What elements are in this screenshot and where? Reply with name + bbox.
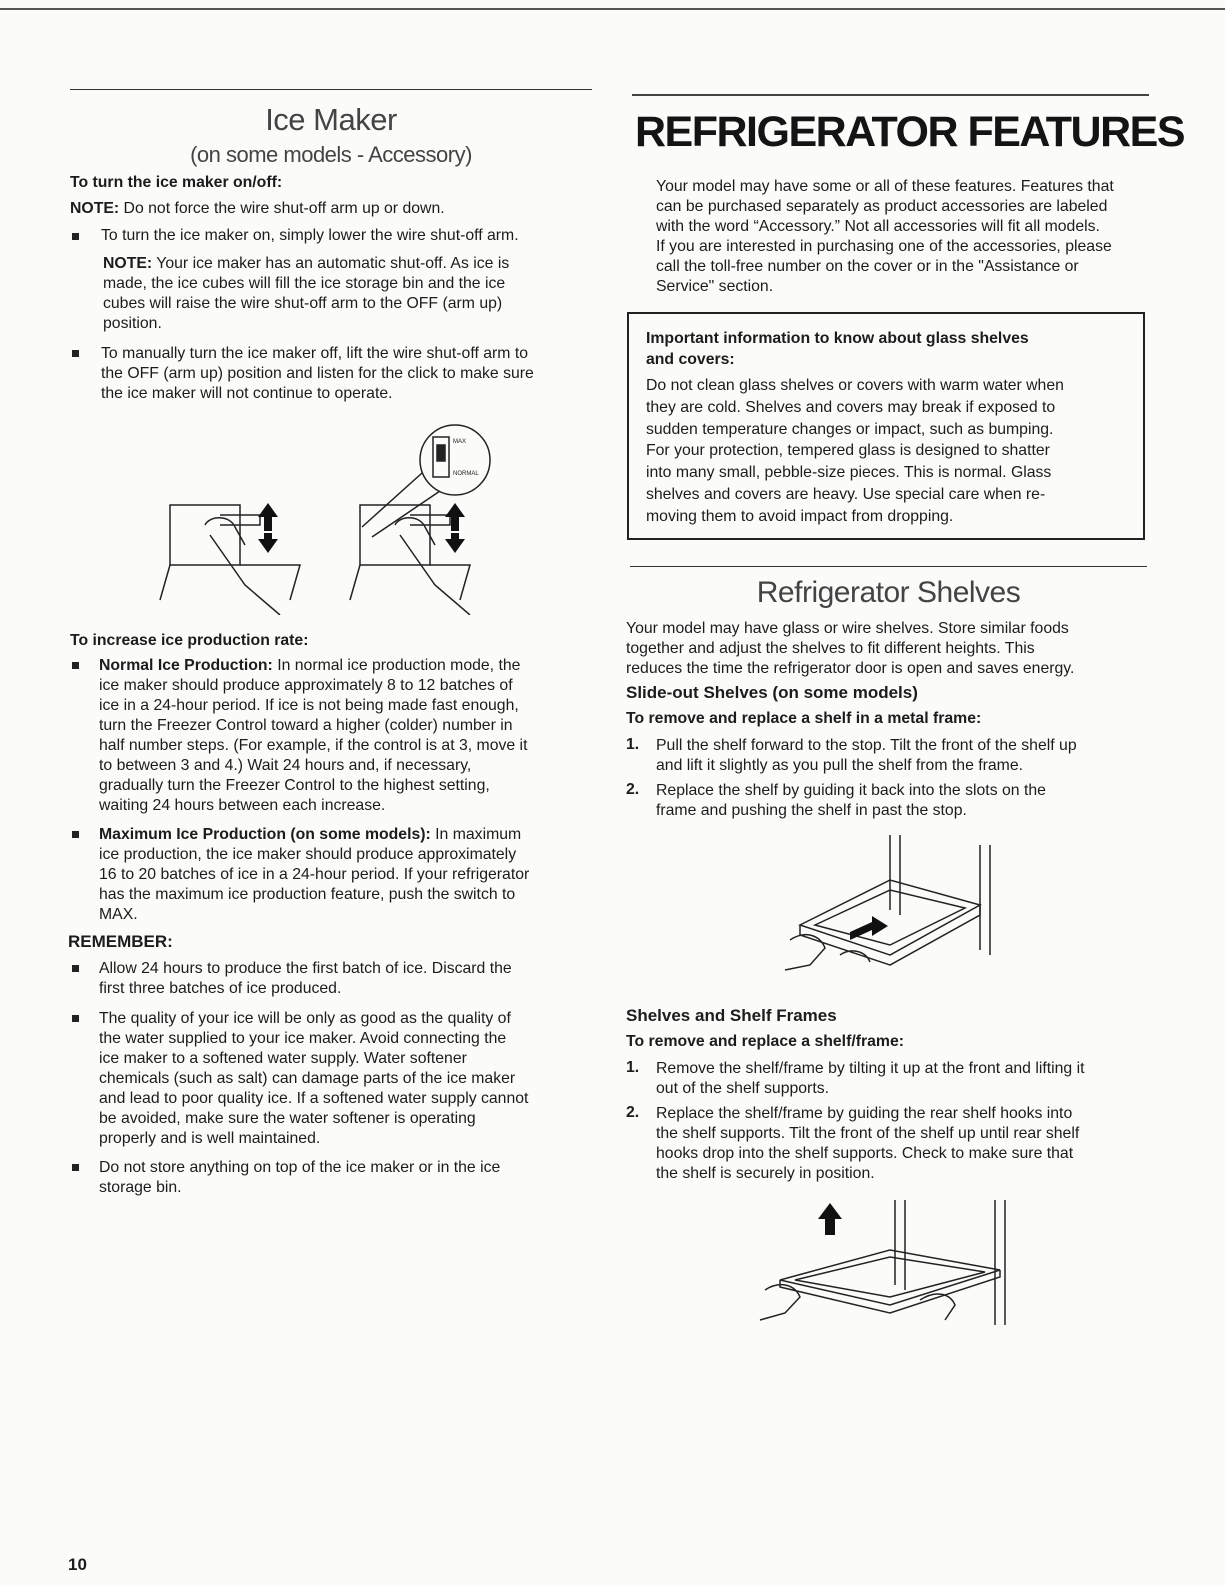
bullet-max-production — [99, 825, 594, 925]
step-number: 1. — [626, 736, 640, 753]
text-line: Service" section. — [656, 278, 774, 295]
text-line: first three batches of ice produced. — [99, 980, 342, 997]
bullet-square — [72, 831, 79, 838]
warning-box-text — [646, 375, 1136, 528]
text-line: frame and pushing the shelf in past the stop. — [656, 802, 967, 819]
text-line: waiting 24 hours between each increase. — [99, 797, 386, 814]
bullet-square — [72, 233, 79, 240]
text-line: chemicals (such as salt) can damage parts of the ice maker — [99, 1070, 516, 1087]
text-line: out of the shelf supports. — [656, 1080, 829, 1097]
shelves-title: Refrigerator Shelves — [756, 576, 1021, 609]
bullet-square — [72, 965, 79, 972]
switch-max-label: MAX — [453, 439, 467, 445]
remember-heading: REMEMBER: — [68, 932, 173, 951]
text-line: the shelf supports. Tilt the front of the shelf up until rear shelf — [656, 1125, 1080, 1142]
text-line: cubes will raise the wire shut-off arm to the OFF (arm up) — [103, 295, 503, 312]
text-line: with the word “Accessory.” Not all accessories will fit all models. — [656, 218, 1100, 235]
bullet-turn-on — [101, 226, 519, 246]
bullet-remember-1 — [99, 959, 512, 999]
step-number: 1. — [626, 1059, 640, 1076]
text-line: If you are interested in purchasing one of the accessories, please — [656, 238, 1112, 255]
text-line: Remove the shelf/frame by tilting it up at the front and lifting it — [656, 1060, 1085, 1077]
increase-heading: To increase ice production rate: — [70, 632, 309, 649]
frame-step-2 — [656, 1104, 1079, 1184]
text-line: they are cold. Shelves and covers may break if exposed to — [646, 398, 1056, 416]
text-line: ice maker to a softened water supply. Water softener — [99, 1050, 467, 1067]
pull-arrow-icon — [850, 916, 888, 940]
step-number: 2. — [626, 1104, 640, 1121]
bullet-remember-3 — [99, 1158, 500, 1198]
shelf-frame-illustration — [750, 1195, 1030, 1335]
text-line: sudden temperature changes or impact, such as bumping. — [646, 420, 1054, 438]
text-line: Do not store anything on top of the ice maker or in the ice — [99, 1159, 501, 1176]
text-line: 16 to 20 batches of ice in a 24-hour period. If your refrigerator — [99, 866, 530, 883]
warning-box-heading — [646, 328, 1136, 370]
text-line: moving them to avoid impact from dropping. — [646, 507, 954, 525]
text-line: Replace the shelf/frame by guiding the rear shelf hooks into — [656, 1105, 1073, 1122]
lift-arrow-icon — [818, 1203, 842, 1235]
ice-maker-top-rule — [70, 89, 592, 90]
text-line: In normal ice production mode, the — [277, 657, 521, 674]
text-line: Your model may have glass or wire shelves. Store similar foods — [626, 620, 1069, 637]
text-line: be avoided, make sure the water softener is operating — [99, 1110, 476, 1127]
frames-subheading: To remove and replace a shelf/frame: — [626, 1033, 905, 1050]
text-line: the ice maker will not continue to operate. — [101, 385, 393, 402]
page-title: REFRIGERATOR FEATURES — [635, 108, 1185, 156]
text-line: To manually turn the ice maker off, lift the wire shut-off arm to — [101, 345, 528, 362]
features-top-rule — [632, 94, 1149, 96]
text-line: turn the Freezer Control toward a higher (colder) number in — [99, 717, 513, 734]
features-intro — [656, 177, 1151, 297]
bullet-remember-2 — [99, 1009, 528, 1149]
normal-production-label: Normal Ice Production: — [99, 657, 273, 674]
text-line: can be purchased separately as product accessories are labeled — [656, 198, 1108, 215]
text-line: In maximum — [435, 826, 522, 843]
turn-on-off-heading: To turn the ice maker on/off: — [70, 174, 283, 191]
ice-maker-title: Ice Maker — [265, 102, 397, 137]
text-line: the water supplied to your ice maker. Avoid connecting the — [99, 1030, 507, 1047]
shelves-top-rule — [630, 566, 1147, 567]
text-line: MAX. — [99, 906, 138, 923]
text-line: hooks drop into the shelf supports. Check to make sure that — [656, 1145, 1074, 1162]
text-line: ice production, the ice maker should produce approximately — [99, 846, 517, 863]
text-line: position. — [103, 315, 162, 332]
text-line: Replace the shelf by guiding it back into the slots on the — [656, 782, 1046, 799]
text-line: Your model may have some or all of these features. Features that — [656, 178, 1114, 195]
text-line: For your protection, tempered glass is designed to shatter — [646, 442, 1050, 460]
text-line: properly and is well maintained. — [99, 1130, 321, 1147]
text-line: and lead to poor quality ice. If a softened water supply cannot — [99, 1090, 529, 1107]
bullet-note-block — [103, 254, 593, 334]
text-line: gradually turn the Freezer Control to the highest setting, — [99, 777, 490, 794]
bullet-normal-production — [99, 656, 594, 816]
text-line: reduces the time the refrigerator door is open and saves energy. — [626, 660, 1075, 677]
slide-step-2 — [656, 781, 1046, 821]
text-line: Your ice maker has an automatic shut-off. As ice is — [156, 255, 510, 272]
text-line: Pull the shelf forward to the stop. Tilt the front of the shelf up — [656, 737, 1077, 754]
text-line: the OFF (arm up) position and listen for the click to make sure — [101, 365, 534, 382]
slide-step-1 — [656, 736, 1077, 776]
step-number: 2. — [626, 781, 640, 798]
text-line: ice in a 24-hour period. If ice is not being made fast enough, — [99, 697, 519, 714]
page-number: 10 — [68, 1555, 87, 1574]
note-line — [70, 199, 445, 219]
text-line: Allow 24 hours to produce the first batch of ice. Discard the — [99, 960, 512, 977]
bullet-square — [72, 1015, 79, 1022]
text-line: To turn the ice maker on, simply lower the wire shut-off arm. — [101, 227, 519, 244]
slideout-heading: Slide-out Shelves (on some models) — [626, 683, 918, 702]
text-line: The quality of your ice will be only as good as the quality of — [99, 1010, 511, 1027]
frames-heading: Shelves and Shelf Frames — [626, 1006, 837, 1025]
ice-maker-illustration — [150, 415, 500, 615]
bullet-square — [72, 662, 79, 669]
text-line: and covers: — [646, 351, 735, 368]
slideout-shelf-illustration — [780, 830, 1010, 980]
bullet-square — [72, 350, 79, 357]
text-line: Do not clean glass shelves or covers with warm water when — [646, 377, 1064, 394]
text-line: call the toll-free number on the cover or in the "Assistance or — [656, 258, 1079, 275]
text-line: the shelf is securely in position. — [656, 1165, 875, 1182]
bullet-turn-off — [101, 344, 534, 404]
top-edge-line — [0, 8, 1225, 10]
text-line: storage bin. — [99, 1179, 182, 1196]
shelves-intro — [626, 619, 1146, 679]
text-line: into many small, pebble-size pieces. This is normal. Glass — [646, 464, 1052, 482]
text-line: made, the ice cubes will fill the ice storage bin and the ice — [103, 275, 506, 292]
text-line: Important information to know about glass shelves — [646, 330, 1029, 347]
note-label: NOTE: — [70, 200, 120, 217]
note-text: Do not force the wire shut-off arm up or down. — [123, 200, 445, 217]
text-line: has the maximum ice production feature, push the switch to — [99, 886, 516, 903]
text-line: shelves and covers are heavy. Use special care when re- — [646, 485, 1046, 503]
text-line: ice maker should produce approximately 8 to 12 batches of — [99, 677, 513, 694]
text-line: half number steps. (For example, if the control is at 3, move it — [99, 737, 528, 754]
max-production-label: Maximum Ice Production (on some models): — [99, 826, 431, 843]
text-line: to between 3 and 4.) Wait 24 hours and, if necessary, — [99, 757, 472, 774]
note-label: NOTE: — [103, 255, 153, 272]
ice-maker-subtitle: (on some models - Accessory) — [190, 142, 472, 167]
text-line: and lift it slightly as you pull the shelf from the frame. — [656, 757, 1024, 774]
frame-step-1 — [656, 1059, 1085, 1099]
switch-normal-label: NORMAL — [453, 471, 479, 477]
bullet-square — [72, 1164, 79, 1171]
text-line: together and adjust the shelves to fit different heights. This — [626, 640, 1035, 657]
slideout-subheading: To remove and replace a shelf in a metal frame: — [626, 710, 982, 727]
